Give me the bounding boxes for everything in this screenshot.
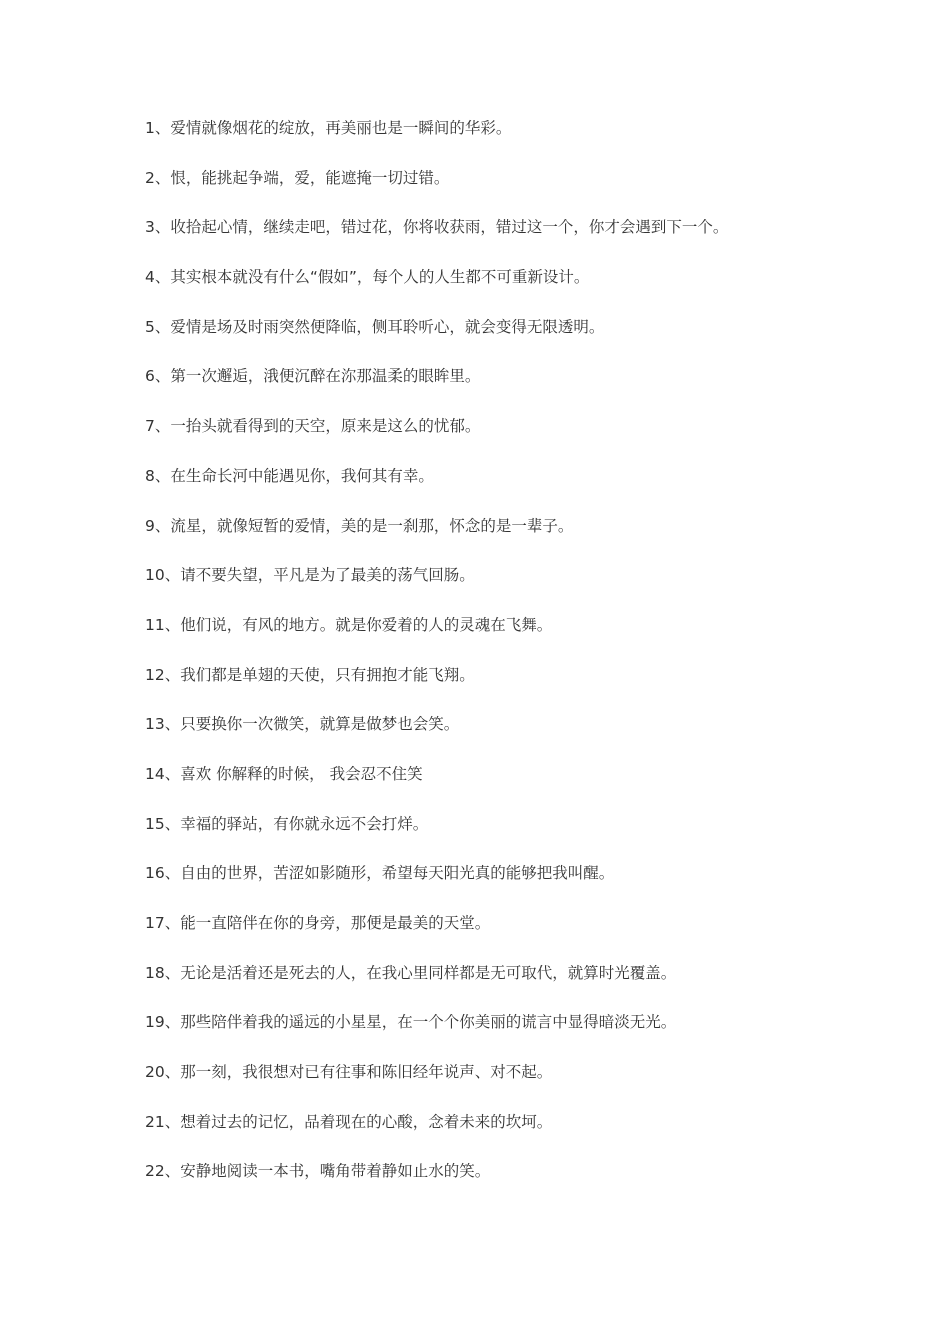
quote-item-10: 10、请不要失望，平凡是为了最美的荡气回肠。 [145,566,475,585]
quote-item-22: 22、安静地阅读一本书，嘴角带着静如止水的笑。 [145,1162,491,1181]
quote-item-16: 16、自由的世界，苦涩如影随形，希望每天阳光真的能够把我叫醒。 [145,864,615,883]
quote-item-12: 12、我们都是单翅的天使，只有拥抱才能飞翔。 [145,665,475,684]
quote-item-14: 14、喜欢 你解释的时候， 我会忍不住笑 [145,764,423,783]
quote-item-8: 8、在生命长河中能遇见你，我何其有幸。 [145,466,434,485]
quote-item-17: 17、能一直陪伴在你的身旁，那便是最美的天堂。 [145,914,491,932]
quote-item-5: 5、爱情是场及时雨突然便降临，侧耳聆听心，就会变得无限透明。 [145,317,605,336]
quote-item-7: 7、一抬头就看得到的天空，原来是这么的忧郁。 [145,417,481,436]
quote-item-2: 2、恨，能挑起争端，爱，能遮掩一切过错。 [145,168,450,187]
quote-item-21: 21、想着过去的记忆，品着现在的心酸，念着未来的坎坷。 [145,1112,553,1131]
quote-item-1: 1、爱情就像烟花的绽放，再美丽也是一瞬间的华彩。 [145,119,512,137]
quote-item-3: 3、收拾起心情，继续走吧，错过花，你将收获雨，错过这一个，你才会遇到下一个。 [145,218,729,237]
quote-item-11: 11、他们说，有风的地方。就是你爱着的人的灵魂在飞舞。 [145,615,553,634]
quote-item-9: 9、流星，就像短暂的爱情，美的是一刹那，怀念的是一辈子。 [145,516,574,535]
quote-item-20: 20、那一刻，我很想对已有往事和陈旧经年说声、对不起。 [145,1063,553,1082]
quote-item-6: 6、第一次邂逅，涐便沉醉在沵那温柔的眼眸里。 [145,367,481,386]
quote-item-18: 18、无论是活着还是死去的人，在我心里同样都是无可取代，就算时光覆盖。 [145,963,677,982]
quote-list [145,114,905,1207]
quote-item-15: 15、幸福的驿站，有你就永远不会打烊。 [145,814,429,833]
quote-item-19: 19、那些陪伴着我的遥远的小星星，在一个个你美丽的谎言中显得暗淡无光。 [145,1013,677,1032]
quote-item-4: 4、其实根本就没有什么“假如”，每个人的人生都不可重新设计。 [145,268,590,287]
quote-item-13: 13、只要换你一次微笑，就算是做梦也会笑。 [145,715,460,734]
